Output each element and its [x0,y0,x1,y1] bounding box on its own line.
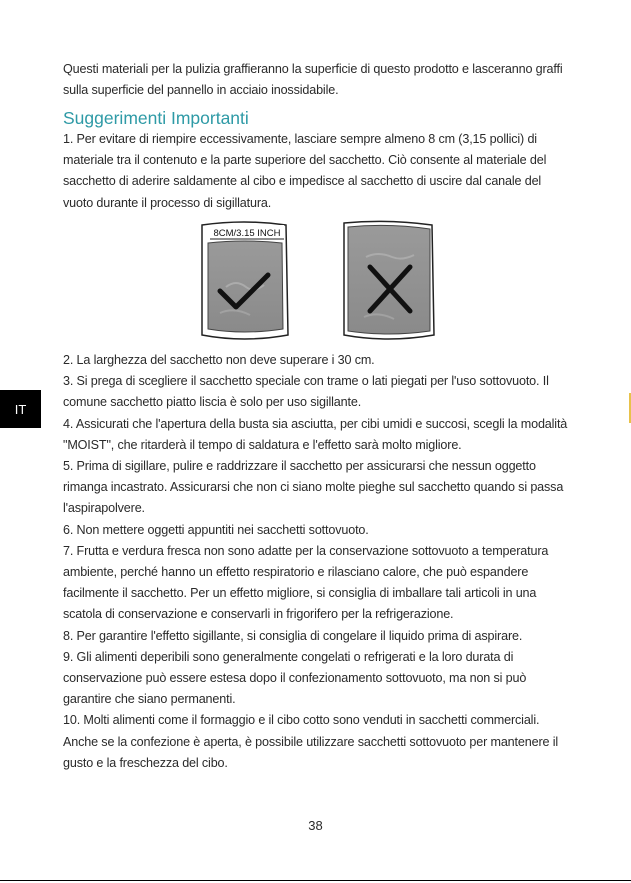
intro-paragraph: Questi materiali per la pulizia graffieranno la superficie di questo prodotto e lasceranno graffi sulla superficie del pannello in acciaio inossidabile. [63,62,563,98]
language-tab: IT [0,390,41,428]
tips-list [63,350,568,774]
tip-7: 7. Frutta e verdura fresca non sono adatte per la conservazione sottovuoto a temperatura ambiente, perché hanno un effetto respiratorio e rilasciano calore, che può espandere facilmente il sacchetto. Per un effetto migliore, si consiglia di imballare tali articoli in una scatola di conservazione e conservarli in frigorifero per la refrigerazione. [63,543,549,622]
tip-9: 9. Gli alimenti deperibili sono generalmente congelati o refrigerati e la loro durata di conservazione può essere estesa dopo il confezionamento sottovuoto, ma non si può garantire che siano permanenti. [63,649,527,707]
bag-fill-figure [196,217,440,345]
page-number: 38 [308,818,323,833]
tip-4: 4. Assicurati che l'apertura della busta sia asciutta, per cibi umidi e succosi, scegli la modalità "MOIST", che ritarderà il tempo di saldatura e l'effetto sarà molto migliore. [63,416,568,452]
section-heading: Suggerimenti Importanti [63,108,249,128]
incorrect-bag [344,221,434,339]
tip-6: 6. Non mettere oggetti appuntiti nei sacchetti sottovuoto. [63,522,369,537]
tip-1: 1. Per evitare di riempire eccessivamente, lasciare sempre almeno 8 cm (3,15 pollici) di materiale tra il contenuto e la parte superiore del sacchetto. Ciò consente al materiale del sacchetto di aderire saldamente al cibo e impedisce al sacchetto di uscire dal canale del vuoto durante il processo di sigillatura. [63,132,547,210]
tip-10: 10. Molti alimenti come il formaggio e il cibo cotto sono venduti in sacchetti commerciali. Anche se la confezione è aperta, è possibile utilizzare sacchetti sottovuoto per mantenere il gusto e la freschezza del cibo. [63,713,558,770]
tip-3: 3. Si prega di scegliere il sacchetto speciale con trame o lati piegati per l'uso sottovuoto. Il comune sacchetto piatto liscia è solo per uso sigillante. [63,374,549,410]
tip-5: 5. Prima di sigillare, pulire e raddrizzare il sacchetto per assicurarsi che nessun oggetto rimanga incastrato. Assicurarsi che non ci siano molte pieghe sul sacchetto quando si passa l'aspirapolvere. [63,459,564,516]
bottom-rule [0,880,631,881]
fill-gap-label: 8CM/3.15 INCH [213,228,281,239]
correct-bag [202,222,288,339]
tip-2: 2. La larghezza del sacchetto non deve superare i 30 cm. [63,353,375,367]
tip-8: 8. Per garantire l'effetto sigillante, si consiglia di congelare il liquido prima di aspirare. [63,628,523,643]
